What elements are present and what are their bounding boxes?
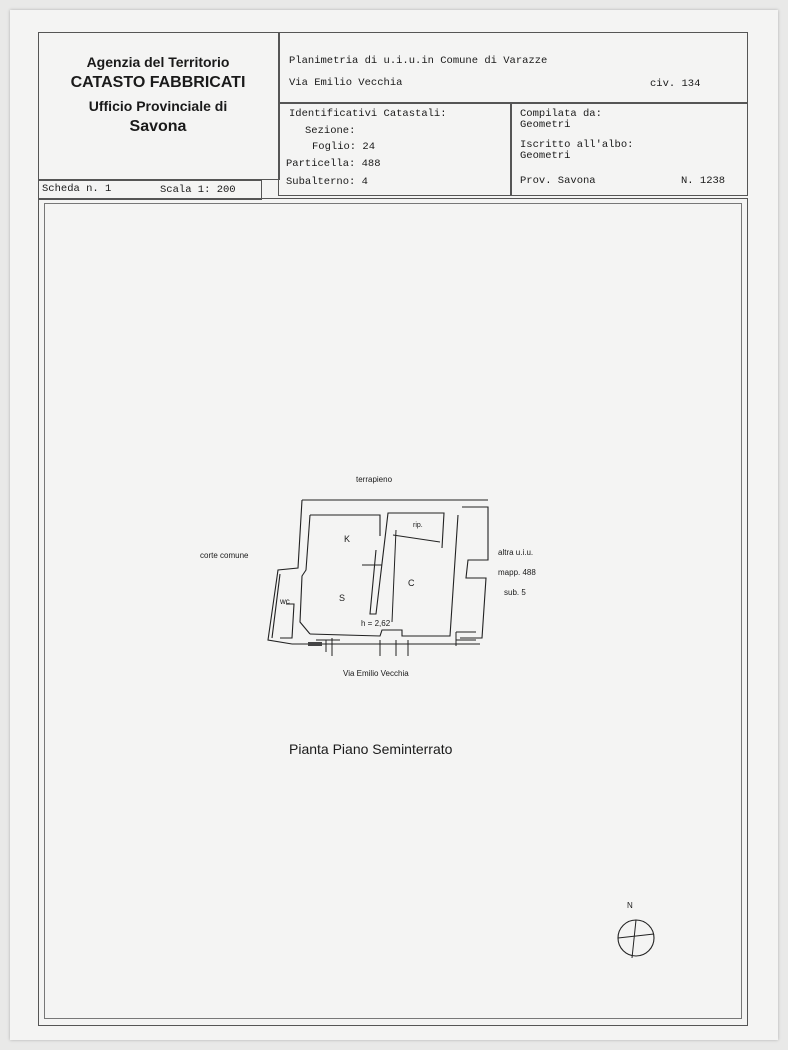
plan-sheet [10,10,778,1040]
albo-name: Geometri [520,150,571,162]
room-rip-label: rip. [413,522,423,529]
compilata-title: Compilata da: [520,108,602,120]
foglio-field: Foglio: 24 [312,141,376,153]
identificativi-title: Identificativi Catastali: [289,108,447,120]
right-label-3: sub. 5 [504,588,526,597]
street-address: Via Emilio Vecchia [289,77,403,89]
bottom-label: Via Emilio Vecchia [343,669,409,678]
albo-title: Iscritto all'albo: [520,139,634,151]
room-c-label: C [408,578,415,588]
albo-number: N. 1238 [681,175,726,187]
albo-province: Prov. Savona [520,175,596,187]
subalterno-field: Subalterno: 4 [286,176,368,188]
plan-caption: Pianta Piano Seminterrato [289,741,453,757]
compilata-name: Geometri [520,119,571,131]
right-label-2: mapp. 488 [498,568,536,577]
top-label: terrapieno [356,475,393,484]
ceiling-height-label: h = 2,62 [361,619,391,628]
room-wc-label: wc [280,597,290,606]
civic-number: civ. 134 [650,78,701,90]
compass-icon [618,920,654,958]
sezione-field: Sezione: [305,125,356,137]
office-name: Ufficio Provinciale di [88,98,228,114]
agency-name: Agenzia del Territorio [86,54,230,70]
plan-title: Planimetria di u.i.u.in Comune di Varazze [289,55,548,67]
scheda-number: Scheda n. 1 [42,183,112,195]
left-label: corte comune [200,551,249,560]
province-name: Savona [129,118,187,135]
right-label-1: altra u.i.u. [498,548,534,557]
room-s-label: S [339,593,346,603]
scale-label: Scala 1: 200 [160,184,236,196]
particella-field: Particella: 488 [286,158,381,170]
catasto-title: CATASTO FABBRICATI [70,74,246,91]
room-k-label: K [344,534,351,544]
floor-plan [10,10,778,1040]
compass-north-label: N [627,901,633,910]
